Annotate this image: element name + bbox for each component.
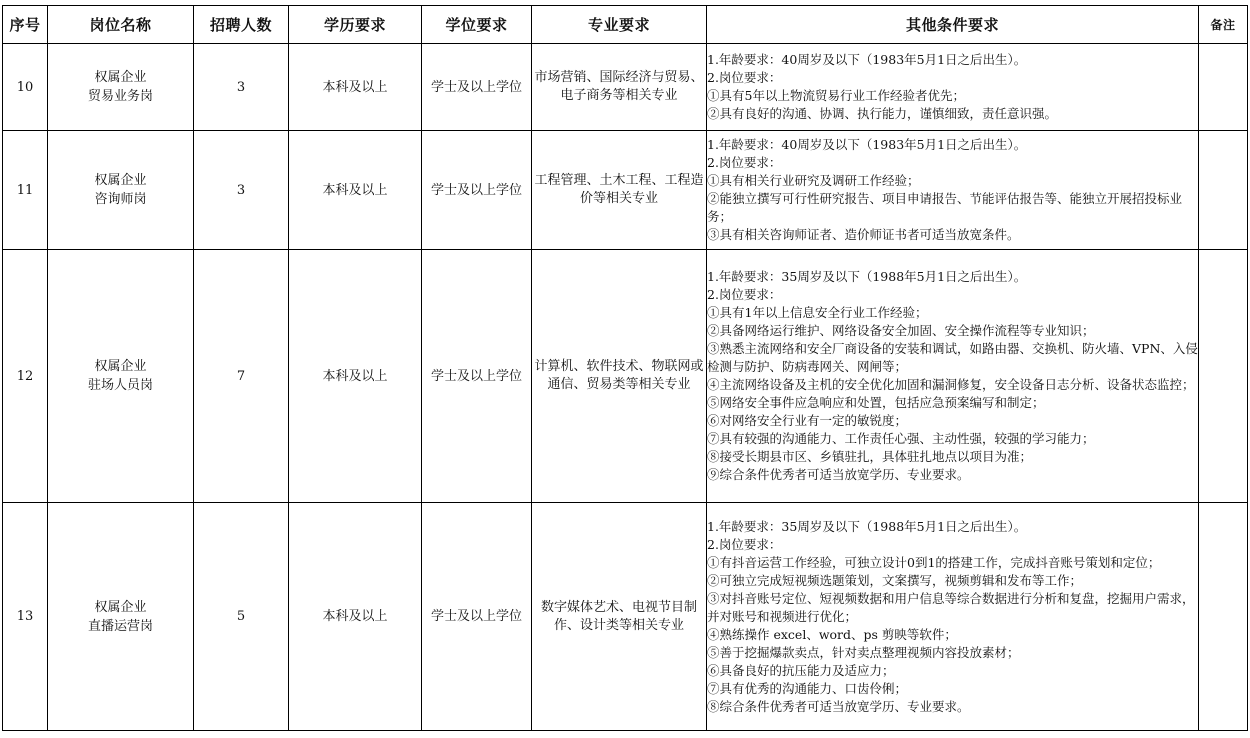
seq-cell: 12: [3, 250, 48, 503]
requirement-line: ①具有5年以上物流贸易行业工作经验者优先；: [707, 88, 965, 103]
requirement-line: ②具备网络运行维护、网络设备安全加固、安全操作流程等专业知识；: [707, 323, 1095, 338]
position-cell: [48, 131, 194, 250]
header-note: 备注: [1199, 6, 1248, 44]
table-row: [3, 44, 1248, 131]
other-requirements-cell: [707, 131, 1199, 250]
other-requirements-cell: [707, 44, 1199, 131]
requirement-line: 2.岗位要求：: [707, 70, 782, 85]
note-cell: [1199, 250, 1248, 503]
requirement-line: ⑧综合条件优秀者可适当放宽学历、专业要求。: [707, 698, 970, 714]
position-line: 驻场人员岗: [87, 378, 153, 393]
other-requirements-cell: [707, 503, 1199, 731]
position-cell: [48, 250, 194, 503]
seq-cell: 11: [3, 131, 48, 250]
requirement-line: ⑥对网络安全行业有一定的敏锐度；: [707, 413, 908, 428]
requirement-line: 2.岗位要求：: [707, 287, 782, 302]
header-row: [3, 6, 1248, 44]
requirement-line: ④熟练操作 excel、word、ps 剪映等软件；: [707, 626, 957, 642]
requirement-line: ④主流网络设备及主机的安全优化加固和漏洞修复，安全设备日志分析、设备状态监控；: [707, 377, 1195, 392]
position-line: 权属企业: [94, 599, 147, 615]
table-row: [3, 131, 1248, 250]
note-cell: [1199, 503, 1248, 731]
requirement-line: 2.岗位要求：: [707, 536, 782, 552]
major-cell: 计算机、软件技术、物联网或通信、贸易类等相关专业: [532, 250, 707, 503]
requirement-line: ②具有良好的沟通、协调、执行能力，谨慎细致，责任意识强。: [707, 106, 1058, 121]
education-cell: 本科及以上: [289, 44, 422, 131]
education-cell: 本科及以上: [289, 503, 422, 731]
requirement-line: ⑥具备良好的抗压能力及适应力；: [707, 662, 895, 678]
header-education: 学历要求: [289, 6, 422, 44]
position-line: 贸易业务岗: [87, 89, 153, 104]
requirement-line: ③对抖音账号定位、短视频数据和用户信息等综合数据进行分析和复盘，挖掘用户需求，并对账号和视频进行优化；: [707, 590, 1195, 624]
requirement-line: ⑦具有优秀的沟通能力、口齿伶俐；: [707, 680, 908, 696]
position-line: 权属企业: [94, 173, 147, 188]
count-cell: 3: [194, 131, 289, 250]
note-cell: [1199, 44, 1248, 131]
requirement-line: 1.年龄要求：40周岁及以下（1983年5月1日之后出生）。: [707, 137, 1027, 152]
position-line: 权属企业: [94, 359, 147, 374]
requirement-line: ①有抖音运营工作经验，可独立设计0到1的搭建工作，完成抖音账号策划和定位；: [707, 554, 1161, 570]
requirement-line: ②能独立撰写可行性研究报告、项目申请报告、节能评估报告等、能独立开展招投标业务；: [707, 191, 1183, 224]
seq-cell: 13: [3, 503, 48, 731]
table-row: [3, 503, 1248, 731]
education-cell: 本科及以上: [289, 131, 422, 250]
major-cell: 市场营销、国际经济与贸易、电子商务等相关专业: [532, 44, 707, 131]
note-cell: [1199, 131, 1248, 250]
requirement-line: ②可独立完成短视频选题策划，文案撰写，视频剪辑和发布等工作；: [707, 572, 1083, 588]
requirement-line: ①具有相关行业研究及调研工作经验；: [707, 173, 920, 188]
count-cell: 3: [194, 44, 289, 131]
requirement-line: ①具有1年以上信息安全行业工作经验；: [707, 305, 928, 320]
position-line: 权属企业: [94, 70, 147, 85]
requirement-line: 1.年龄要求：35周岁及以下（1988年5月1日之后出生）。: [707, 518, 1027, 534]
major-cell: 工程管理、土木工程、工程造价等相关专业: [532, 131, 707, 250]
requirement-line: ⑧接受长期县市区、乡镇驻扎，具体驻扎地点以项目为准；: [707, 449, 1033, 464]
major-cell: 数字媒体艺术、电视节目制作、设计类等相关专业: [532, 503, 707, 731]
degree-cell: 学士及以上学位: [422, 250, 532, 503]
header-seq: 序号: [3, 6, 48, 44]
position-cell: [48, 44, 194, 131]
position-cell: [48, 503, 194, 731]
requirement-line: ③具有相关咨询师证者、造价师证书者可适当放宽条件。: [707, 227, 1020, 242]
requirement-line: ③熟悉主流网络和安全厂商设备的安装和调试，如路由器、交换机、防火墙、VPN、入侵检测与防护、防病毒网关、网闸等；: [707, 341, 1198, 374]
requirement-line: ⑤善于挖掘爆款卖点，针对卖点整理视频内容投放素材；: [707, 644, 1020, 660]
count-cell: 7: [194, 250, 289, 503]
seq-cell: 10: [3, 44, 48, 131]
other-requirements-cell: [707, 250, 1199, 503]
requirement-line: ⑨综合条件优秀者可适当放宽学历、专业要求。: [707, 467, 970, 482]
header-position: 岗位名称: [48, 6, 194, 44]
count-cell: 5: [194, 503, 289, 731]
degree-cell: 学士及以上学位: [422, 44, 532, 131]
position-line: 咨询师岗: [94, 192, 147, 207]
education-cell: 本科及以上: [289, 250, 422, 503]
degree-cell: 学士及以上学位: [422, 503, 532, 731]
header-other: 其他条件要求: [707, 6, 1199, 44]
header-count: 招聘人数: [194, 6, 289, 44]
requirement-line: 1.年龄要求：40周岁及以下（1983年5月1日之后出生）。: [707, 52, 1027, 67]
table-row: [3, 250, 1248, 503]
header-degree: 学位要求: [422, 6, 532, 44]
header-major: 专业要求: [532, 6, 707, 44]
requirement-line: ⑦具有较强的沟通能力、工作责任心强、主动性强，较强的学习能力；: [707, 431, 1095, 446]
requirement-line: 2.岗位要求：: [707, 155, 782, 170]
degree-cell: 学士及以上学位: [422, 131, 532, 250]
position-line: 直播运营岗: [87, 618, 153, 634]
requirement-line: ⑤网络安全事件应急响应和处置，包括应急预案编写和制定；: [707, 395, 1045, 410]
recruitment-table: [2, 5, 1248, 731]
requirement-line: 1.年龄要求：35周岁及以下（1988年5月1日之后出生）。: [707, 269, 1027, 284]
